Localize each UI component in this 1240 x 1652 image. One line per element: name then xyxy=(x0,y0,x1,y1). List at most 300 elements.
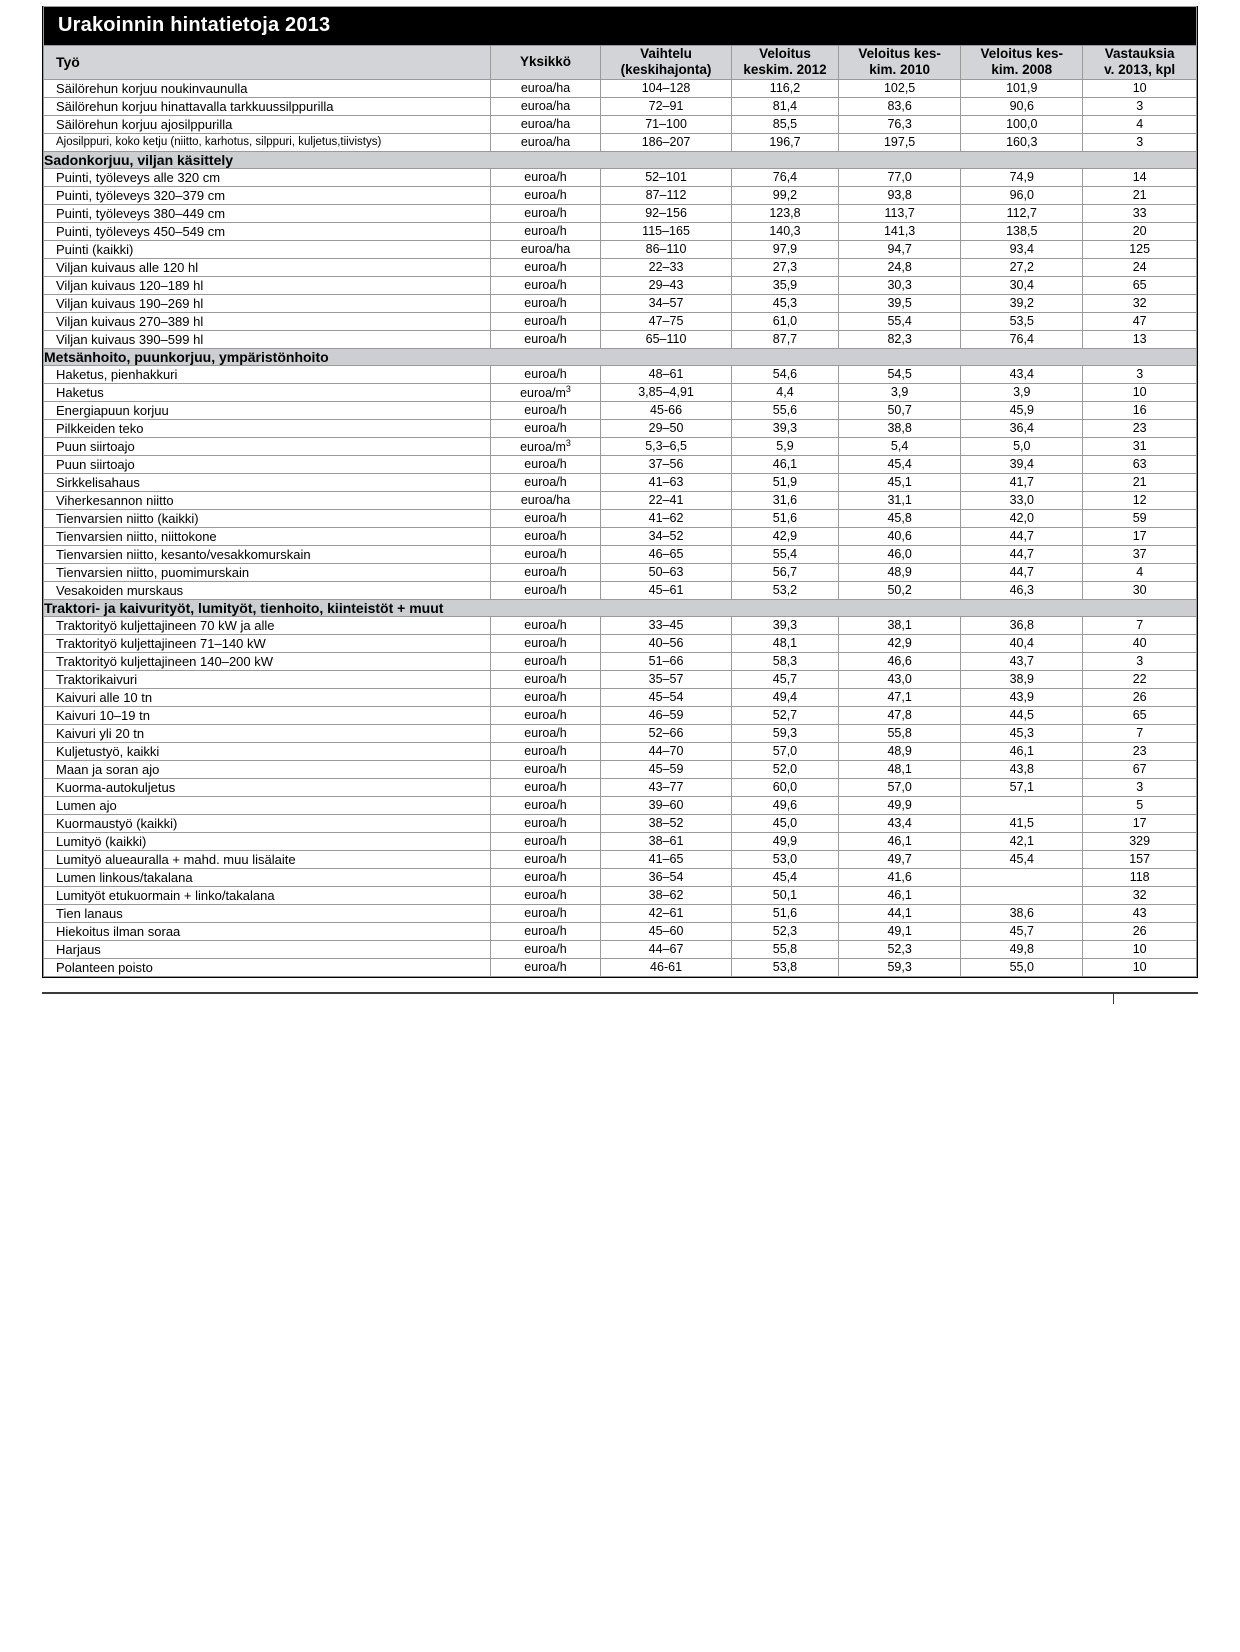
cell-vastauksia: 26 xyxy=(1083,922,1197,940)
cell-vastauksia: 67 xyxy=(1083,760,1197,778)
cell-veloitus-2008: 96,0 xyxy=(961,186,1083,204)
cell-veloitus-2008: 45,9 xyxy=(961,401,1083,419)
cell-yksikko: euroa/h xyxy=(490,509,600,527)
cell-tyo: Vesakoiden murskaus xyxy=(44,581,491,599)
cell-tyo: Traktorityö kuljettajineen 71–140 kW xyxy=(44,634,491,652)
cell-yksikko: euroa/h xyxy=(490,312,600,330)
cell-tyo: Kaivuri 10–19 tn xyxy=(44,706,491,724)
cell-veloitus-2012: 45,4 xyxy=(731,868,838,886)
cell-veloitus-2010: 54,5 xyxy=(839,365,961,383)
cell-veloitus-2008 xyxy=(961,796,1083,814)
cell-vaihtelu: 46-61 xyxy=(601,958,732,976)
cell-vastauksia: 7 xyxy=(1083,724,1197,742)
cell-yksikko: euroa/h xyxy=(490,904,600,922)
table-row xyxy=(44,312,1197,330)
table-row xyxy=(44,419,1197,437)
cell-veloitus-2012: 56,7 xyxy=(731,563,838,581)
cell-veloitus-2010: 24,8 xyxy=(839,258,961,276)
cell-veloitus-2008: 33,0 xyxy=(961,491,1083,509)
cell-veloitus-2012: 53,2 xyxy=(731,581,838,599)
table-row xyxy=(44,940,1197,958)
cell-vaihtelu: 115–165 xyxy=(601,222,732,240)
cell-veloitus-2010: 46,0 xyxy=(839,545,961,563)
cell-tyo: Kuorma-autokuljetus xyxy=(44,778,491,796)
cell-yksikko: euroa/h xyxy=(490,652,600,670)
cell-vastauksia: 23 xyxy=(1083,742,1197,760)
cell-yksikko: euroa/h xyxy=(490,796,600,814)
table-row xyxy=(44,886,1197,904)
cell-tyo: Haketus xyxy=(44,383,491,401)
cell-veloitus-2010: 83,6 xyxy=(839,97,961,115)
cell-veloitus-2012: 97,9 xyxy=(731,240,838,258)
cell-vaihtelu: 51–66 xyxy=(601,652,732,670)
cell-tyo: Puinti, työleveys alle 320 cm xyxy=(44,168,491,186)
cell-tyo: Tienvarsien niitto, niittokone xyxy=(44,527,491,545)
cell-tyo: Tienvarsien niitto, puomimurskain xyxy=(44,563,491,581)
cell-vastauksia: 10 xyxy=(1083,79,1197,97)
cell-vastauksia: 118 xyxy=(1083,868,1197,886)
cell-veloitus-2010: 113,7 xyxy=(839,204,961,222)
cell-veloitus-2010: 48,9 xyxy=(839,563,961,581)
cell-veloitus-2008 xyxy=(961,886,1083,904)
cell-tyo: Polanteen poisto xyxy=(44,958,491,976)
cell-veloitus-2008: 38,9 xyxy=(961,670,1083,688)
header-yksikko: Yksikkö xyxy=(490,46,600,80)
cell-yksikko: euroa/h xyxy=(490,760,600,778)
cell-veloitus-2010: 45,1 xyxy=(839,473,961,491)
cell-yksikko: euroa/h xyxy=(490,168,600,186)
table-row xyxy=(44,706,1197,724)
cell-yksikko: euroa/h xyxy=(490,581,600,599)
cell-veloitus-2012: 27,3 xyxy=(731,258,838,276)
cell-vaihtelu: 39–60 xyxy=(601,796,732,814)
cell-vastauksia: 10 xyxy=(1083,958,1197,976)
cell-vaihtelu: 38–52 xyxy=(601,814,732,832)
cell-vastauksia: 3 xyxy=(1083,365,1197,383)
cell-vastauksia: 32 xyxy=(1083,294,1197,312)
cell-tyo: Kuormaustyö (kaikki) xyxy=(44,814,491,832)
cell-veloitus-2012: 57,0 xyxy=(731,742,838,760)
cell-yksikko: euroa/h xyxy=(490,742,600,760)
cell-veloitus-2010: 55,4 xyxy=(839,312,961,330)
cell-veloitus-2012: 51,9 xyxy=(731,473,838,491)
cell-yksikko: euroa/h xyxy=(490,958,600,976)
table-row xyxy=(44,850,1197,868)
table-row xyxy=(44,294,1197,312)
cell-yksikko: euroa/h xyxy=(490,186,600,204)
cell-vaihtelu: 29–50 xyxy=(601,419,732,437)
cell-veloitus-2008: 45,4 xyxy=(961,850,1083,868)
footer-tick xyxy=(1113,993,1114,1004)
price-table xyxy=(43,6,1197,977)
cell-veloitus-2010: 45,4 xyxy=(839,455,961,473)
table-row xyxy=(44,115,1197,133)
cell-yksikko: euroa/h xyxy=(490,724,600,742)
cell-tyo: Traktorityö kuljettajineen 140–200 kW xyxy=(44,652,491,670)
cell-tyo: Puinti (kaikki) xyxy=(44,240,491,258)
cell-veloitus-2008: 90,6 xyxy=(961,97,1083,115)
cell-vaihtelu: 48–61 xyxy=(601,365,732,383)
header-vaihtelu-line2: (keskihajonta) xyxy=(620,62,712,78)
cell-veloitus-2010: 47,8 xyxy=(839,706,961,724)
cell-vaihtelu: 36–54 xyxy=(601,868,732,886)
cell-vaihtelu: 5,3–6,5 xyxy=(601,437,732,455)
cell-veloitus-2008: 44,7 xyxy=(961,563,1083,581)
cell-veloitus-2012: 35,9 xyxy=(731,276,838,294)
cell-veloitus-2012: 45,0 xyxy=(731,814,838,832)
cell-vastauksia: 63 xyxy=(1083,455,1197,473)
cell-tyo: Kuljetustyö, kaikki xyxy=(44,742,491,760)
cell-veloitus-2012: 49,6 xyxy=(731,796,838,814)
cell-veloitus-2010: 45,8 xyxy=(839,509,961,527)
cell-veloitus-2008: 42,1 xyxy=(961,832,1083,850)
cell-vaihtelu: 45–61 xyxy=(601,581,732,599)
cell-veloitus-2012: 58,3 xyxy=(731,652,838,670)
table-row xyxy=(44,365,1197,383)
header-2012-line1: Veloitus xyxy=(759,46,811,61)
cell-vaihtelu: 44–70 xyxy=(601,742,732,760)
cell-veloitus-2010: 50,7 xyxy=(839,401,961,419)
cell-veloitus-2008: 30,4 xyxy=(961,276,1083,294)
cell-yksikko: euroa/$m^3$ xyxy=(490,383,600,401)
cell-vastauksia: 65 xyxy=(1083,276,1197,294)
cell-veloitus-2010: 38,1 xyxy=(839,616,961,634)
cell-vaihtelu: 46–59 xyxy=(601,706,732,724)
table-body xyxy=(44,79,1197,976)
cell-vaihtelu: 38–61 xyxy=(601,832,732,850)
cell-tyo: Tienvarsien niitto (kaikki) xyxy=(44,509,491,527)
cell-veloitus-2012: 49,4 xyxy=(731,688,838,706)
cell-yksikko: euroa/h xyxy=(490,850,600,868)
cell-veloitus-2012: 76,4 xyxy=(731,168,838,186)
cell-vastauksia: 4 xyxy=(1083,563,1197,581)
cell-veloitus-2010: 141,3 xyxy=(839,222,961,240)
cell-vaihtelu: 42–61 xyxy=(601,904,732,922)
cell-tyo: Puinti, työleveys 450–549 cm xyxy=(44,222,491,240)
cell-veloitus-2008: 44,7 xyxy=(961,545,1083,563)
cell-tyo: Lumityö alueauralla + mahd. muu lisälaite xyxy=(44,850,491,868)
cell-veloitus-2010: 93,8 xyxy=(839,186,961,204)
cell-veloitus-2012: 85,5 xyxy=(731,115,838,133)
cell-veloitus-2012: 45,7 xyxy=(731,670,838,688)
cell-veloitus-2008: 40,4 xyxy=(961,634,1083,652)
cell-yksikko: euroa/h xyxy=(490,365,600,383)
cell-veloitus-2010: 52,3 xyxy=(839,940,961,958)
cell-vaihtelu: 43–77 xyxy=(601,778,732,796)
table-row xyxy=(44,545,1197,563)
cell-vastauksia: 17 xyxy=(1083,527,1197,545)
cell-veloitus-2008: 44,5 xyxy=(961,706,1083,724)
cell-vaihtelu: 44–67 xyxy=(601,940,732,958)
cell-veloitus-2010: 49,9 xyxy=(839,796,961,814)
cell-yksikko: euroa/ha xyxy=(490,240,600,258)
cell-vaihtelu: 104–128 xyxy=(601,79,732,97)
table-row xyxy=(44,473,1197,491)
cell-tyo: Lumen ajo xyxy=(44,796,491,814)
table-header-row xyxy=(44,46,1197,80)
cell-tyo: Viherkesannon niitto xyxy=(44,491,491,509)
cell-veloitus-2012: 87,7 xyxy=(731,330,838,348)
table-row xyxy=(44,186,1197,204)
cell-yksikko: euroa/h xyxy=(490,455,600,473)
cell-vaihtelu: 41–62 xyxy=(601,509,732,527)
cell-vastauksia: 37 xyxy=(1083,545,1197,563)
cell-yksikko: euroa/h xyxy=(490,419,600,437)
cell-yksikko: euroa/h xyxy=(490,473,600,491)
cell-veloitus-2008: 138,5 xyxy=(961,222,1083,240)
cell-yksikko: euroa/ha xyxy=(490,79,600,97)
cell-veloitus-2010: 43,4 xyxy=(839,814,961,832)
cell-vastauksia: 30 xyxy=(1083,581,1197,599)
cell-veloitus-2010: 5,4 xyxy=(839,437,961,455)
table-row xyxy=(44,330,1197,348)
header-2010-line1: Veloitus kes- xyxy=(858,46,941,61)
cell-veloitus-2008: 74,9 xyxy=(961,168,1083,186)
cell-veloitus-2012: 59,3 xyxy=(731,724,838,742)
table-row xyxy=(44,616,1197,634)
cell-tyo: Tienvarsien niitto, kesanto/vesakkomurskain xyxy=(44,545,491,563)
cell-veloitus-2012: 140,3 xyxy=(731,222,838,240)
cell-yksikko: euroa/ha xyxy=(490,97,600,115)
cell-veloitus-2008: 57,1 xyxy=(961,778,1083,796)
table-row xyxy=(44,401,1197,419)
cell-tyo: Säilörehun korjuu noukinvaunulla xyxy=(44,79,491,97)
cell-vastauksia: 157 xyxy=(1083,850,1197,868)
cell-tyo: Lumen linkous/takalana xyxy=(44,868,491,886)
cell-veloitus-2010: 57,0 xyxy=(839,778,961,796)
cell-veloitus-2010: 82,3 xyxy=(839,330,961,348)
table-row xyxy=(44,527,1197,545)
cell-veloitus-2008: 43,8 xyxy=(961,760,1083,778)
cell-vaihtelu: 50–63 xyxy=(601,563,732,581)
cell-veloitus-2012: 55,8 xyxy=(731,940,838,958)
cell-yksikko: euroa/ha xyxy=(490,115,600,133)
cell-tyo: Puinti, työleveys 320–379 cm xyxy=(44,186,491,204)
cell-yksikko: euroa/h xyxy=(490,545,600,563)
cell-veloitus-2008: 43,7 xyxy=(961,652,1083,670)
cell-tyo: Puinti, työleveys 380–449 cm xyxy=(44,204,491,222)
cell-vaihtelu: 86–110 xyxy=(601,240,732,258)
table-row xyxy=(44,634,1197,652)
cell-veloitus-2012: 52,7 xyxy=(731,706,838,724)
cell-veloitus-2008: 112,7 xyxy=(961,204,1083,222)
header-veloitus-2012 xyxy=(731,46,838,80)
cell-veloitus-2012: 51,6 xyxy=(731,509,838,527)
cell-veloitus-2008: 44,7 xyxy=(961,527,1083,545)
cell-vastauksia: 21 xyxy=(1083,186,1197,204)
cell-vastauksia: 32 xyxy=(1083,886,1197,904)
cell-vaihtelu: 72–91 xyxy=(601,97,732,115)
cell-veloitus-2012: 39,3 xyxy=(731,616,838,634)
cell-tyo: Ajosilppuri, koko ketju (niitto, karhotus, silppuri, kuljetus,tiivistys) xyxy=(44,133,491,151)
cell-veloitus-2008: 49,8 xyxy=(961,940,1083,958)
table-title-cell xyxy=(44,7,1197,46)
cell-veloitus-2008: 3,9 xyxy=(961,383,1083,401)
cell-vastauksia: 12 xyxy=(1083,491,1197,509)
cell-tyo: Puun siirtoajo xyxy=(44,437,491,455)
section-label: Metsänhoito, puunkorjuu, ympäristönhoito xyxy=(44,348,1197,365)
cell-yksikko: euroa/h xyxy=(490,634,600,652)
cell-tyo: Maan ja soran ajo xyxy=(44,760,491,778)
cell-vastauksia: 20 xyxy=(1083,222,1197,240)
cell-tyo: Hiekoitus ilman soraa xyxy=(44,922,491,940)
cell-veloitus-2012: 31,6 xyxy=(731,491,838,509)
cell-yksikko: euroa/h xyxy=(490,276,600,294)
table-row xyxy=(44,240,1197,258)
cell-veloitus-2008: 42,0 xyxy=(961,509,1083,527)
section-row xyxy=(44,151,1197,168)
cell-veloitus-2008: 46,1 xyxy=(961,742,1083,760)
cell-vastauksia: 43 xyxy=(1083,904,1197,922)
cell-vastauksia: 5 xyxy=(1083,796,1197,814)
cell-tyo: Pilkkeiden teko xyxy=(44,419,491,437)
cell-vaihtelu: 38–62 xyxy=(601,886,732,904)
cell-veloitus-2012: 53,8 xyxy=(731,958,838,976)
cell-vaihtelu: 92–156 xyxy=(601,204,732,222)
cell-tyo: Säilörehun korjuu hinattavalla tarkkuussilppurilla xyxy=(44,97,491,115)
cell-vastauksia: 26 xyxy=(1083,688,1197,706)
cell-vastauksia: 22 xyxy=(1083,670,1197,688)
header-vastauksia-line2: v. 2013, kpl xyxy=(1104,62,1176,78)
cell-vaihtelu: 45–59 xyxy=(601,760,732,778)
cell-veloitus-2008: 41,5 xyxy=(961,814,1083,832)
cell-vaihtelu: 29–43 xyxy=(601,276,732,294)
section-label: Sadonkorjuu, viljan käsittely xyxy=(44,151,1197,168)
cell-vaihtelu: 34–57 xyxy=(601,294,732,312)
cell-vastauksia: 14 xyxy=(1083,168,1197,186)
cell-vaihtelu: 40–56 xyxy=(601,634,732,652)
header-vastauksia xyxy=(1083,46,1197,80)
table-row xyxy=(44,79,1197,97)
table-row xyxy=(44,204,1197,222)
cell-veloitus-2012: 45,3 xyxy=(731,294,838,312)
cell-veloitus-2012: 49,9 xyxy=(731,832,838,850)
cell-vastauksia: 3 xyxy=(1083,133,1197,151)
cell-vastauksia: 21 xyxy=(1083,473,1197,491)
cell-veloitus-2010: 31,1 xyxy=(839,491,961,509)
cell-vastauksia: 125 xyxy=(1083,240,1197,258)
cell-vaihtelu: 45–54 xyxy=(601,688,732,706)
cell-veloitus-2010: 76,3 xyxy=(839,115,961,133)
section-row xyxy=(44,599,1197,616)
cell-vastauksia: 16 xyxy=(1083,401,1197,419)
cell-veloitus-2008: 39,4 xyxy=(961,455,1083,473)
cell-yksikko: euroa/h xyxy=(490,778,600,796)
header-veloitus-2010 xyxy=(839,46,961,80)
cell-tyo: Puun siirtoajo xyxy=(44,455,491,473)
cell-yksikko: euroa/h xyxy=(490,814,600,832)
cell-vaihtelu: 37–56 xyxy=(601,455,732,473)
cell-yksikko: euroa/ha xyxy=(490,491,600,509)
section-row xyxy=(44,348,1197,365)
cell-yksikko: euroa/h xyxy=(490,401,600,419)
cell-veloitus-2010: 38,8 xyxy=(839,419,961,437)
cell-veloitus-2010: 46,6 xyxy=(839,652,961,670)
header-vastauksia-line1: Vastauksia xyxy=(1104,46,1175,61)
cell-veloitus-2008 xyxy=(961,868,1083,886)
cell-vaihtelu: 45-66 xyxy=(601,401,732,419)
table-row xyxy=(44,958,1197,976)
cell-tyo: Tien lanaus xyxy=(44,904,491,922)
table-row xyxy=(44,563,1197,581)
cell-vaihtelu: 186–207 xyxy=(601,133,732,151)
cell-yksikko: euroa/h xyxy=(490,940,600,958)
cell-veloitus-2012: 99,2 xyxy=(731,186,838,204)
cell-vastauksia: 10 xyxy=(1083,940,1197,958)
header-vaihtelu-line1: Vaihtelu xyxy=(640,46,692,61)
table-row xyxy=(44,168,1197,186)
cell-tyo: Lumityö (kaikki) xyxy=(44,832,491,850)
cell-veloitus-2008: 38,6 xyxy=(961,904,1083,922)
cell-vaihtelu: 65–110 xyxy=(601,330,732,348)
cell-vaihtelu: 47–75 xyxy=(601,312,732,330)
cell-veloitus-2010: 77,0 xyxy=(839,168,961,186)
table-row xyxy=(44,581,1197,599)
cell-veloitus-2012: 52,0 xyxy=(731,760,838,778)
cell-vastauksia: 13 xyxy=(1083,330,1197,348)
table-row xyxy=(44,796,1197,814)
cell-vastauksia: 24 xyxy=(1083,258,1197,276)
cell-vastauksia: 329 xyxy=(1083,832,1197,850)
cell-veloitus-2012: 5,9 xyxy=(731,437,838,455)
cell-veloitus-2012: 48,1 xyxy=(731,634,838,652)
cell-yksikko: euroa/h xyxy=(490,330,600,348)
cell-tyo: Haketus, pienhakkuri xyxy=(44,365,491,383)
cell-tyo: Kaivuri alle 10 tn xyxy=(44,688,491,706)
cell-veloitus-2010: 59,3 xyxy=(839,958,961,976)
cell-veloitus-2008: 36,4 xyxy=(961,419,1083,437)
cell-veloitus-2012: 52,3 xyxy=(731,922,838,940)
table-row xyxy=(44,742,1197,760)
cell-yksikko: euroa/ha xyxy=(490,133,600,151)
cell-veloitus-2008: 101,9 xyxy=(961,79,1083,97)
cell-tyo: Kaivuri yli 20 tn xyxy=(44,724,491,742)
table-row xyxy=(44,868,1197,886)
cell-veloitus-2008: 27,2 xyxy=(961,258,1083,276)
cell-yksikko: euroa/h xyxy=(490,832,600,850)
table-row xyxy=(44,276,1197,294)
cell-tyo: Säilörehun korjuu ajosilppurilla xyxy=(44,115,491,133)
cell-veloitus-2008: 43,4 xyxy=(961,365,1083,383)
cell-yksikko: euroa/h xyxy=(490,258,600,276)
cell-vaihtelu: 41–65 xyxy=(601,850,732,868)
cell-veloitus-2008: 45,3 xyxy=(961,724,1083,742)
cell-tyo: Lumityöt etukuormain + linko/takalana xyxy=(44,886,491,904)
cell-veloitus-2008: 55,0 xyxy=(961,958,1083,976)
cell-yksikko: euroa/h xyxy=(490,706,600,724)
cell-yksikko: euroa/h xyxy=(490,670,600,688)
cell-veloitus-2010: 50,2 xyxy=(839,581,961,599)
cell-veloitus-2008: 93,4 xyxy=(961,240,1083,258)
cell-yksikko: euroa/h xyxy=(490,222,600,240)
table-row xyxy=(44,652,1197,670)
cell-vastauksia: 17 xyxy=(1083,814,1197,832)
cell-tyo: Viljan kuivaus 270–389 hl xyxy=(44,312,491,330)
cell-tyo: Viljan kuivaus 120–189 hl xyxy=(44,276,491,294)
header-2012-line2: keskim. 2012 xyxy=(743,62,827,78)
cell-vaihtelu: 22–33 xyxy=(601,258,732,276)
cell-veloitus-2008: 53,5 xyxy=(961,312,1083,330)
table-row xyxy=(44,133,1197,151)
cell-tyo: Energiapuun korjuu xyxy=(44,401,491,419)
footer-rule xyxy=(42,992,1198,1008)
cell-yksikko: euroa/h xyxy=(490,294,600,312)
cell-veloitus-2012: 123,8 xyxy=(731,204,838,222)
table-row xyxy=(44,724,1197,742)
cell-veloitus-2012: 81,4 xyxy=(731,97,838,115)
table-row xyxy=(44,437,1197,455)
cell-veloitus-2010: 41,6 xyxy=(839,868,961,886)
